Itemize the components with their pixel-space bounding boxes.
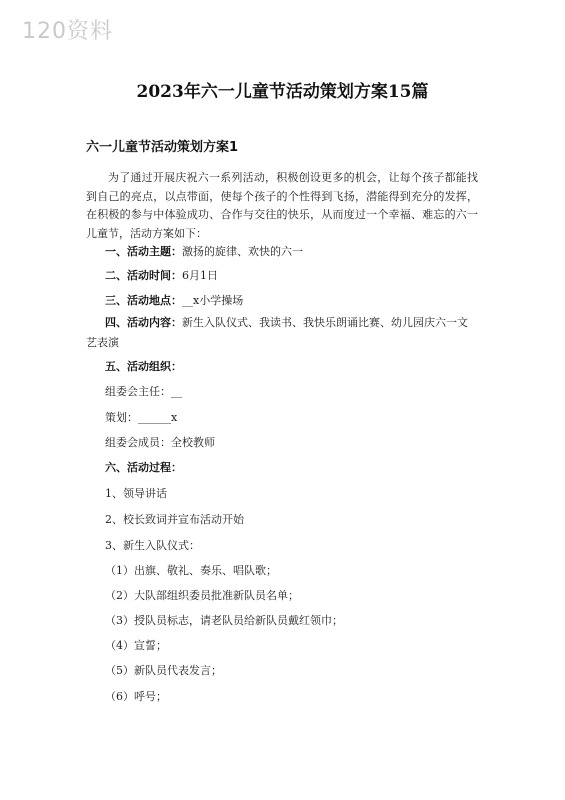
org-planner: 策划：______x bbox=[105, 411, 178, 424]
item-process-label: 六、活动过程： bbox=[105, 461, 182, 474]
document-title: 2023年六一儿童节活动策划方案15篇 bbox=[136, 82, 429, 102]
watermark: 120资料 bbox=[22, 19, 113, 44]
org-director: 组委会主任：__ bbox=[105, 385, 182, 398]
process-sub-4: （4）宣誓； bbox=[105, 639, 167, 652]
process-sub-3: （3）授队员标志，请老队员给新队员戴红领巾； bbox=[105, 614, 343, 627]
item-theme-value: 激扬的旋律、欢快的六一 bbox=[182, 245, 303, 258]
item-time-label: 二、活动时间： bbox=[105, 269, 182, 282]
intro-paragraph: 为了通过开展庆祝六一系列活动，积极创设更多的机会，让每个孩子都能找到自己的亮点，以点带面，使每个孩子的个性得到飞扬，潜能得到充分的发挥，在积极的参与中体验成功、合作与交往的快乐，从而度过一个幸福、难忘的六一儿童节，活动方案如下： bbox=[86, 171, 478, 240]
item-content-label: 四、活动内容： bbox=[105, 316, 182, 329]
process-step-2: 2、校长致词并宣布活动开始 bbox=[105, 513, 244, 526]
item-process bbox=[105, 459, 182, 475]
item-time-value: 6月1日 bbox=[182, 269, 218, 282]
item-time bbox=[105, 267, 218, 283]
process-sub-6: （6）呼号； bbox=[105, 690, 167, 703]
item-theme-label: 一、活动主题： bbox=[105, 245, 182, 258]
process-sub-1: （1）出旗、敬礼、奏乐、唱队歌； bbox=[105, 564, 277, 577]
item-organization-label: 五、活动组织： bbox=[105, 360, 182, 373]
item-theme bbox=[105, 243, 303, 259]
process-step-3: 3、新生入队仪式： bbox=[105, 539, 200, 552]
item-place-label: 三、活动地点： bbox=[105, 294, 182, 307]
item-organization bbox=[105, 358, 182, 374]
org-members: 组委会成员：全校教师 bbox=[105, 436, 215, 449]
process-sub-2: （2）大队部组织委员批准新队员名单； bbox=[105, 589, 299, 602]
process-sub-5: （5）新队员代表发言； bbox=[105, 664, 222, 677]
item-content-value: 新生入队仪式、我读书、我快乐朗诵比赛、幼儿园庆六一文艺表演 bbox=[86, 316, 468, 349]
item-place bbox=[105, 292, 243, 308]
item-place-value: __x小学操场 bbox=[182, 294, 244, 307]
item-content bbox=[86, 313, 478, 353]
process-step-1: 1、领导讲话 bbox=[105, 487, 167, 500]
section-heading: 六一儿童节活动策划方案1 bbox=[86, 140, 239, 155]
